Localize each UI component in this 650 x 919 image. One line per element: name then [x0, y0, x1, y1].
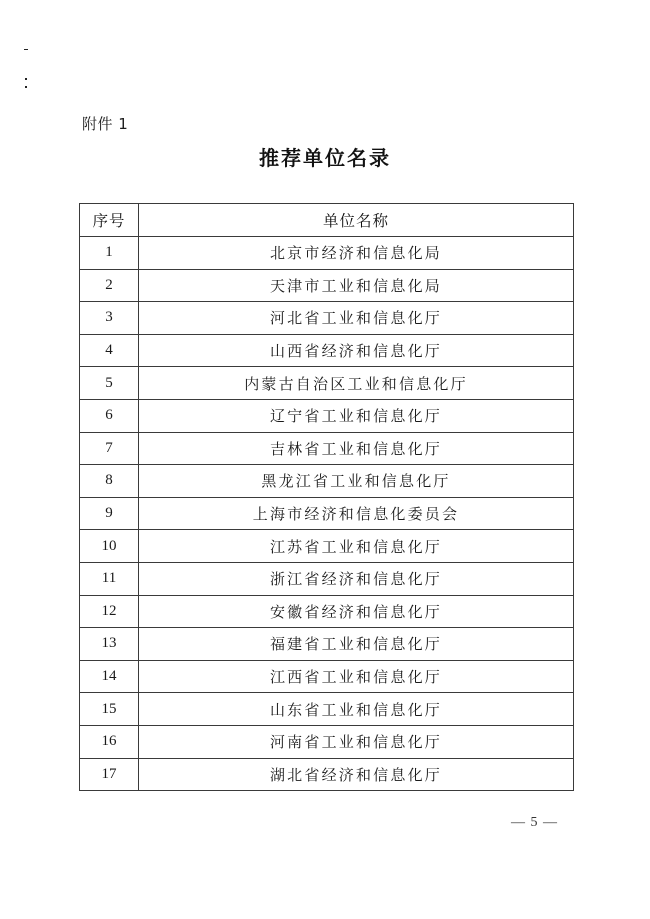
- row-index: 16: [80, 725, 139, 758]
- row-index: 6: [80, 399, 139, 432]
- row-unit-name: 山东省工业和信息化厅: [139, 693, 574, 726]
- table-row: [80, 465, 574, 498]
- row-unit-name: 安徽省经济和信息化厅: [139, 595, 574, 628]
- row-index: 15: [80, 693, 139, 726]
- table-header-row: [80, 204, 574, 237]
- row-unit-name: 福建省工业和信息化厅: [139, 628, 574, 661]
- row-index: 10: [80, 530, 139, 563]
- header-index: 序号: [80, 204, 139, 237]
- row-index: 9: [80, 497, 139, 530]
- row-index: 4: [80, 334, 139, 367]
- row-index: 12: [80, 595, 139, 628]
- table-row: [80, 595, 574, 628]
- row-unit-name: 江西省工业和信息化厅: [139, 660, 574, 693]
- table-row: [80, 725, 574, 758]
- table-row: [80, 758, 574, 791]
- row-unit-name: 吉林省工业和信息化厅: [139, 432, 574, 465]
- table-row: [80, 497, 574, 530]
- row-index: 17: [80, 758, 139, 791]
- page-number: — 5 —: [511, 815, 558, 830]
- row-unit-name: 辽宁省工业和信息化厅: [139, 399, 574, 432]
- table-row: [80, 693, 574, 726]
- row-unit-name: 河南省工业和信息化厅: [139, 725, 574, 758]
- row-index: 8: [80, 465, 139, 498]
- table-row: [80, 530, 574, 563]
- row-index: 11: [80, 562, 139, 595]
- row-index: 3: [80, 302, 139, 335]
- header-unit-name: 单位名称: [139, 204, 574, 237]
- row-unit-name: 山西省经济和信息化厅: [139, 334, 574, 367]
- scan-mark: [24, 49, 28, 50]
- table-row: [80, 432, 574, 465]
- row-unit-name: 江苏省工业和信息化厅: [139, 530, 574, 563]
- row-unit-name: 北京市经济和信息化局: [139, 237, 574, 270]
- row-unit-name: 黑龙江省工业和信息化厅: [139, 465, 574, 498]
- table-row: [80, 562, 574, 595]
- row-unit-name: 上海市经济和信息化委员会: [139, 497, 574, 530]
- row-index: 13: [80, 628, 139, 661]
- row-index: 5: [80, 367, 139, 400]
- row-unit-name: 浙江省经济和信息化厅: [139, 562, 574, 595]
- table-row: [80, 367, 574, 400]
- row-index: 14: [80, 660, 139, 693]
- table-row: [80, 237, 574, 270]
- row-unit-name: 河北省工业和信息化厅: [139, 302, 574, 335]
- row-index: 2: [80, 269, 139, 302]
- row-index: 1: [80, 237, 139, 270]
- table-row: [80, 334, 574, 367]
- table-row: [80, 269, 574, 302]
- table-row: [80, 399, 574, 432]
- row-unit-name: 湖北省经济和信息化厅: [139, 758, 574, 791]
- row-index: 7: [80, 432, 139, 465]
- table-row: [80, 302, 574, 335]
- row-unit-name: 天津市工业和信息化局: [139, 269, 574, 302]
- page-title: 推荐单位名录: [259, 146, 391, 170]
- scan-mark: [25, 86, 27, 88]
- attachment-label: 附件 1: [82, 115, 129, 133]
- row-unit-name: 内蒙古自治区工业和信息化厅: [139, 367, 574, 400]
- scan-mark: [25, 78, 27, 80]
- table-row: [80, 628, 574, 661]
- table-row: [80, 660, 574, 693]
- unit-table: [79, 203, 574, 791]
